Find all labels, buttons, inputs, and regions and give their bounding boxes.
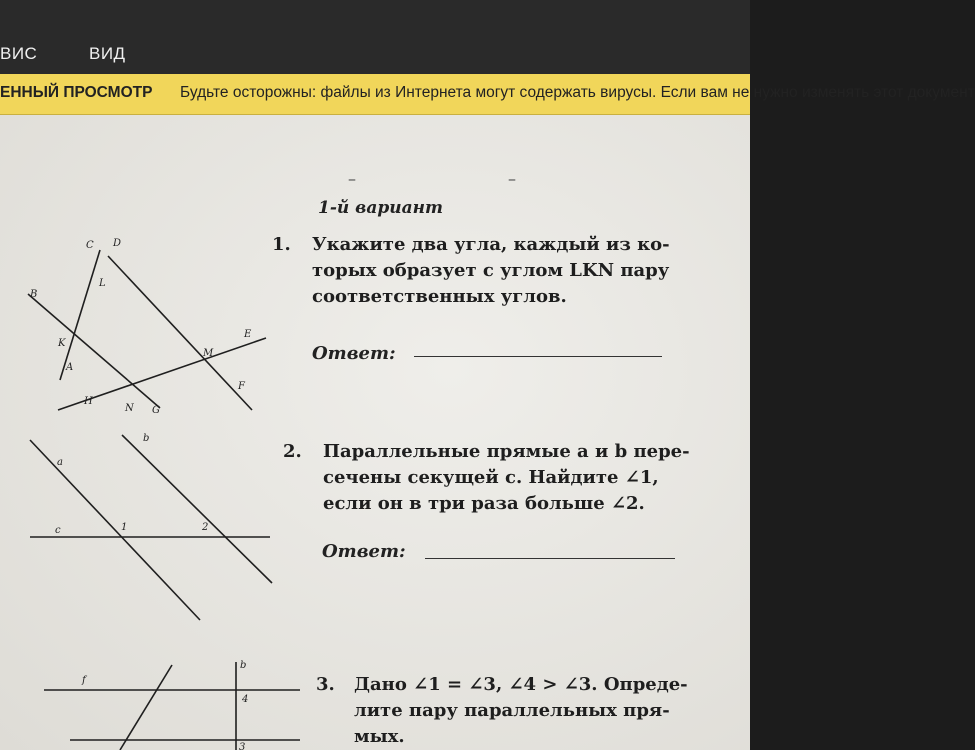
- figure-3-line-secant: [120, 665, 172, 750]
- figure-2-label-c: c: [55, 525, 61, 536]
- figure-1-label-n: N: [125, 403, 134, 414]
- figure-1-line-ca: [60, 250, 100, 380]
- figure-1-label-c: C: [86, 240, 94, 251]
- question-2-line-2: сечены секущей c. Найдите ∠1,: [323, 467, 659, 488]
- figure-1-label-g: G: [152, 405, 160, 416]
- question-3-number: 3.: [316, 674, 335, 695]
- figure-1-label-k: K: [58, 338, 66, 349]
- answer-1-label: Ответ:: [312, 343, 396, 364]
- figure-1-line-lf: [108, 256, 252, 410]
- figure-1-label-b: B: [30, 289, 38, 300]
- figure-2-diagram: [0, 428, 290, 624]
- question-1-line-3: соответственных углов.: [312, 286, 567, 307]
- header-dash-left: –: [348, 169, 356, 188]
- figure-3-label-b: b: [240, 660, 247, 671]
- question-1-line-2: торых образует с углом LKN пару: [312, 260, 670, 281]
- figure-1-line-bn: [28, 294, 160, 408]
- question-1-number: 1.: [272, 234, 291, 255]
- figure-1-label-d: D: [113, 238, 122, 249]
- question-2-number: 2.: [283, 441, 302, 462]
- protected-view-label: ЕННЫЙ ПРОСМОТР: [0, 84, 153, 101]
- variant-title: 1-й вариант: [318, 198, 443, 218]
- figure-1-diagram: [0, 230, 280, 420]
- header-dash-right: –: [508, 169, 516, 188]
- figure-1-label-h: H: [84, 396, 93, 407]
- figure-2-label-a: a: [57, 457, 63, 468]
- figure-3-label-angle-3: 3: [239, 742, 246, 750]
- figure-2-label-angle-2: 2: [202, 522, 209, 533]
- question-3-line-3: мых.: [354, 726, 405, 747]
- menu-item-view[interactable]: ВИД: [89, 44, 126, 63]
- question-1-line-1: Укажите два угла, каждый из ко-: [312, 234, 670, 255]
- question-3-line-2: лите пару параллельных пря-: [354, 700, 670, 721]
- question-2-line-1: Параллельные прямые a и b пере-: [323, 441, 690, 462]
- figure-1-label-a: A: [66, 362, 74, 373]
- figure-3-diagram: [0, 655, 305, 750]
- figure-1-label-e: E: [244, 329, 252, 340]
- answer-2-label: Ответ:: [322, 541, 406, 562]
- figure-2-label-angle-1: 1: [121, 522, 128, 533]
- figure-1-label-m: M: [203, 348, 214, 359]
- question-3-line-1: Дано ∠1 = ∠3, ∠4 > ∠3. Опреде-: [354, 674, 688, 695]
- protected-view-message: Будьте осторожны: файлы из Интернета могут содержать вирусы. Если вам не нужно изменять этот документ: [180, 84, 975, 101]
- question-2-line-3: если он в три раза больше ∠2.: [323, 493, 645, 514]
- protected-view-bar: [0, 74, 975, 115]
- menu-item-service[interactable]: ВИС: [0, 44, 38, 63]
- answer-2-line: [425, 558, 675, 559]
- figure-1-label-l: L: [99, 278, 106, 289]
- answer-1-line: [414, 356, 662, 357]
- menu-bar: [0, 0, 750, 74]
- figure-3-label-angle-4: 4: [242, 694, 249, 705]
- figure-2-label-b: b: [143, 433, 150, 444]
- figure-3-label-f: f: [82, 675, 86, 686]
- figure-1-label-f: F: [238, 381, 245, 392]
